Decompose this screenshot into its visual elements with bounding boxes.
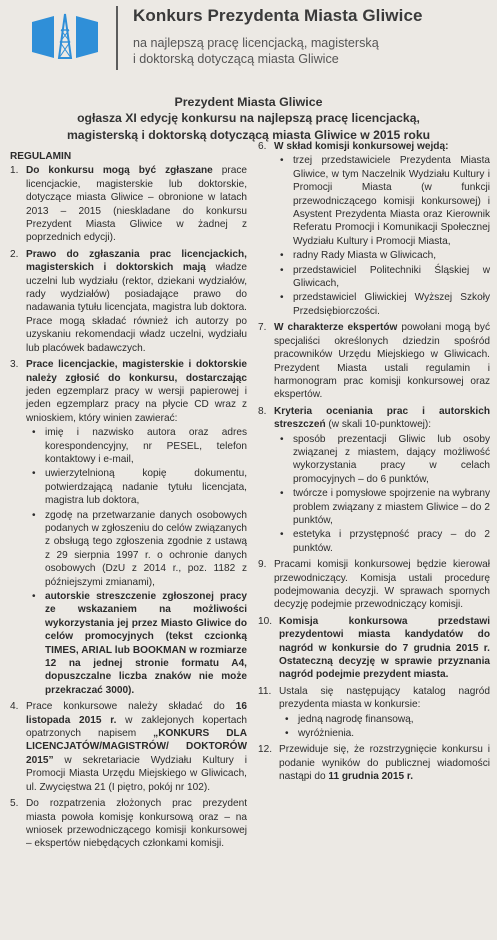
item-number: 11. <box>258 685 272 697</box>
regulation-item-4 <box>10 700 247 794</box>
item-number: 7. <box>258 322 267 334</box>
bullet-glyph: • <box>32 591 36 602</box>
regulations-heading: REGULAMIN <box>10 151 72 162</box>
item-text: Ustala się następujący katalog nagród prezydenta miasta w konkursie: <box>279 685 490 711</box>
bullet-glyph: • <box>280 488 284 500</box>
header-divider <box>116 6 118 70</box>
item-number: 1. <box>10 165 19 177</box>
bullet-text: jedną nagrodę finansową, <box>298 713 414 725</box>
regulations-left-column <box>10 150 247 854</box>
regulation-item-11 <box>258 685 490 741</box>
bullet-item <box>274 291 490 318</box>
item-number: 4. <box>10 701 19 713</box>
item-bold-text: Kryteria oceniania prac i autorskich streszczeń <box>274 405 490 431</box>
item-text: w zaklejonych kopertach opatrzonych napisem <box>26 714 247 740</box>
bullet-text: imię i nazwisko autora oraz adres korespondencyjny, nr PESEL, telefon kontaktowy i e-mail, <box>45 427 247 465</box>
item-text: w sekretariacie Wydziału Kultury i Promocji Miasta Urzędu Miejskiego w Gliwicach, ul. Zwycięstwa 21 (I piętro, pokój nr 102). <box>26 754 247 793</box>
bullet-item <box>26 467 247 507</box>
regulation-item-1 <box>10 164 247 244</box>
bullet-item <box>274 528 490 555</box>
bullet-list <box>279 713 490 741</box>
regulation-item-2 <box>10 248 247 355</box>
item-bold-text: Komisja konkursowa przedstawi prezydentowi miasta kandydatów do nagród w konkursie do 7 grudnia 2015 r. Ostateczną decyzję w sprawie przyznania nagród podejmie prezydent miasta. <box>279 615 490 681</box>
subtitle-line-2: i doktorską dotyczącą miasta Gliwice <box>133 52 339 66</box>
item-bold-text: W charakterze ekspertów <box>274 322 398 334</box>
bullet-text: uwierzytelnioną kopię dokumentu, potwierdzającą nadanie tytułu licencjata, magistra lub doktora, <box>45 468 247 507</box>
bullet-list <box>274 433 490 556</box>
bullet-text: przedstawiciel Politechniki Śląskiej w Gliwicach, <box>293 264 490 290</box>
subtitle-line-1: na najlepszą pracę licencjacką, magisterską <box>133 36 379 50</box>
bullet-text: estetyka i przystępność pracy – do 2 punktów. <box>293 529 490 554</box>
bullet-item <box>26 590 247 697</box>
regulation-item-3 <box>10 358 247 697</box>
bullet-list <box>274 154 490 318</box>
bullet-text: sposób prezentacji Gliwic lub osoby związanej z miastem, dający możliwość wykorzystania pracy w celach promocyjnych – do 6 punktów, <box>293 433 490 485</box>
item-text: Prace konkursowe należy składać do <box>26 701 236 713</box>
bullet-glyph: • <box>32 509 36 521</box>
item-text: władze uczelni lub wydziału (rektor, dziekani wydziałów, rady wydziałów) posiadające prawo do nadawania tytułu licencjata, magistra lub doktora. Prace mogą składać również ich autorzy po uzyskaniu rekomendacji władz uczelni, wydziału lub placówek badawczych. <box>26 262 247 354</box>
regulation-item-7 <box>258 321 490 401</box>
bullet-glyph: • <box>280 529 284 541</box>
bullet-text: wyróżnienia. <box>298 728 355 740</box>
announcement <box>0 94 497 144</box>
announcement-line-3: magisterską i doktorską dotyczącą miasta Gliwice w 2015 roku <box>66 128 431 142</box>
regulation-item-6 <box>258 140 490 318</box>
regulation-item-9 <box>258 558 490 612</box>
bullet-item <box>274 249 490 262</box>
bullet-glyph: • <box>280 250 284 262</box>
regulation-item-10 <box>258 615 490 682</box>
regulations-right-column <box>258 140 490 787</box>
bullet-item <box>274 154 490 248</box>
item-bold-text: Prace licencjackie, magisterskie i doktorskie należy zgłosić do konkursu, dostarczając <box>26 359 247 384</box>
deadline-date: 16 listopada 2015 r. <box>26 701 247 726</box>
bullet-item <box>274 433 490 487</box>
bullet-text: trzej przedstawiciele Prezydenta Miasta Gliwice, w tym Naczelnik Wydziału Kultury i Promocji Miasta (w funkcji przewodniczącego komisji konkursowej) i Asystent Prezydenta Miasta oraz Kierownik Referatu Promocji i Komunikacji Społecznej Wydziału Kultury i Promocji Miasta, <box>293 155 490 247</box>
bullet-item <box>274 487 490 527</box>
item-text: prace licencjackie, magisterskie lub doktorskie, dotyczące miasta Gliwice – obronione w latach 2013 – 2015 (nieskladane do konkursu Prezydent Miasta Gliwice w żadnej z poprzednich edycji). <box>26 165 247 244</box>
bullet-item <box>26 426 247 466</box>
item-text: Przewiduje się, że rozstrzygnięcie konkursu i podanie wyników do publicznej wiadomości nastąpi do <box>279 744 490 783</box>
item-number: 9. <box>258 559 267 571</box>
bullet-glyph: • <box>32 468 36 480</box>
results-date: 11 grudnia 2015 r. <box>328 771 414 783</box>
item-text: (w skali 10-punktowej): <box>325 419 432 431</box>
bullet-glyph: • <box>280 155 284 167</box>
item-number: 10. <box>258 615 273 627</box>
item-bold-text: Prawo do zgłaszania prac licencjackich, magisterskich i doktorskich mają <box>26 248 247 274</box>
bullet-text: twórcze i pomysłowe spojrzenie na wybrany problem związany z miastem Gliwice – do 2 punktów, <box>293 488 490 526</box>
item-number: 8. <box>258 405 267 417</box>
item-number: 6. <box>258 141 267 152</box>
bullet-glyph: • <box>32 427 36 439</box>
page-subtitle <box>133 35 463 67</box>
gliwice-radio-tower-logo-icon <box>30 12 100 62</box>
regulation-item-8 <box>258 405 490 555</box>
bullet-bold-text: autorskie streszczenie zgłoszonej pracy ze wskazaniem na możliwości wykorzystania jej przez Miasto Gliwice do celów promocyjnych (tekst czcionką TIMES, ARIAL lub BOOKMAN w rozmiarze 12 na jednej stronie formatu A4, dopuszczalne liczba znaków nie może przekraczać 3000). <box>45 591 247 696</box>
bullet-text: zgodę na przetwarzanie danych osobowych podanych w zgłoszeniu do celów związanych z obsługą tego zgłoszenia zgodnie z ustawą z 29 sierpnia 1997 r. o ochronie danych osobowych (DzU z 2014 r., poz. 1182 z późniejszymi zmianami), <box>45 509 247 588</box>
item-bold-text: Do konkursu mogą być zgłaszane <box>26 165 213 177</box>
bullet-glyph: • <box>285 728 289 740</box>
bullet-list <box>26 426 247 697</box>
item-text: Pracami komisji konkursowej będzie kierował przewodniczący. Komisja ustali procedurę podejmowania decyzji. W sprawach spornych decyzję podejmie przewodniczący komisji. <box>274 559 490 611</box>
bullet-glyph: • <box>280 433 284 445</box>
item-number: 5. <box>10 798 19 810</box>
bullet-item <box>274 264 490 291</box>
item-number: 3. <box>10 359 19 371</box>
bullet-glyph: • <box>280 264 284 276</box>
regulations-list-continued <box>258 140 490 784</box>
item-text: powołani mogą być specjaliści określonych dziedzin spośród pracowników Urzędu Miejskiego w Gliwicach. Prezydent Miasta ustali regulamin i harmonogram prac komisji konkursowej oraz ekspertów. <box>274 322 490 401</box>
bullet-text: radny Rady Miasta w Gliwicach, <box>293 250 437 262</box>
item-text: Do rozpatrzenia złożonych prac prezydent miasta powoła komisję konkursową oraz – na wniosek przewodniczącego komisji konkursowej – ekspertów niebędących członkami komisji. <box>26 798 247 850</box>
page-title: Konkurs Prezydenta Miasta Gliwice <box>133 6 423 25</box>
bullet-glyph: • <box>285 713 289 725</box>
bullet-item <box>279 727 490 740</box>
bullet-item <box>279 713 490 726</box>
item-number: 2. <box>10 248 19 260</box>
header <box>0 0 497 82</box>
regulations-list <box>10 164 247 850</box>
announcement-line-2: ogłasza XI edycję konkursu na najlepszą pracę licencjacką, <box>77 111 420 125</box>
bullet-text: przedstawiciel Gliwickiej Wyższej Szkoły Przedsiębiorczości. <box>293 292 490 317</box>
item-bold-text: W skład komisji konkursowej wejdą: <box>274 141 449 152</box>
bullet-glyph: • <box>280 292 284 304</box>
regulation-item-5 <box>10 797 247 851</box>
announcement-line-1: Prezydent Miasta Gliwice <box>174 95 323 109</box>
item-text: jeden egzemplarz pracy w wersji papierowej i jeden egzemplarz pracy na płycie CD wraz z wnioskiem, który winien zawierać: <box>26 385 247 424</box>
bullet-item <box>26 509 247 589</box>
regulation-item-12 <box>258 743 490 783</box>
item-number: 12. <box>258 744 273 756</box>
envelope-label: „KONKURS DLA LICENCJATÓW/MAGISTRÓW/ DOKTORÓW 2015” <box>26 728 247 766</box>
